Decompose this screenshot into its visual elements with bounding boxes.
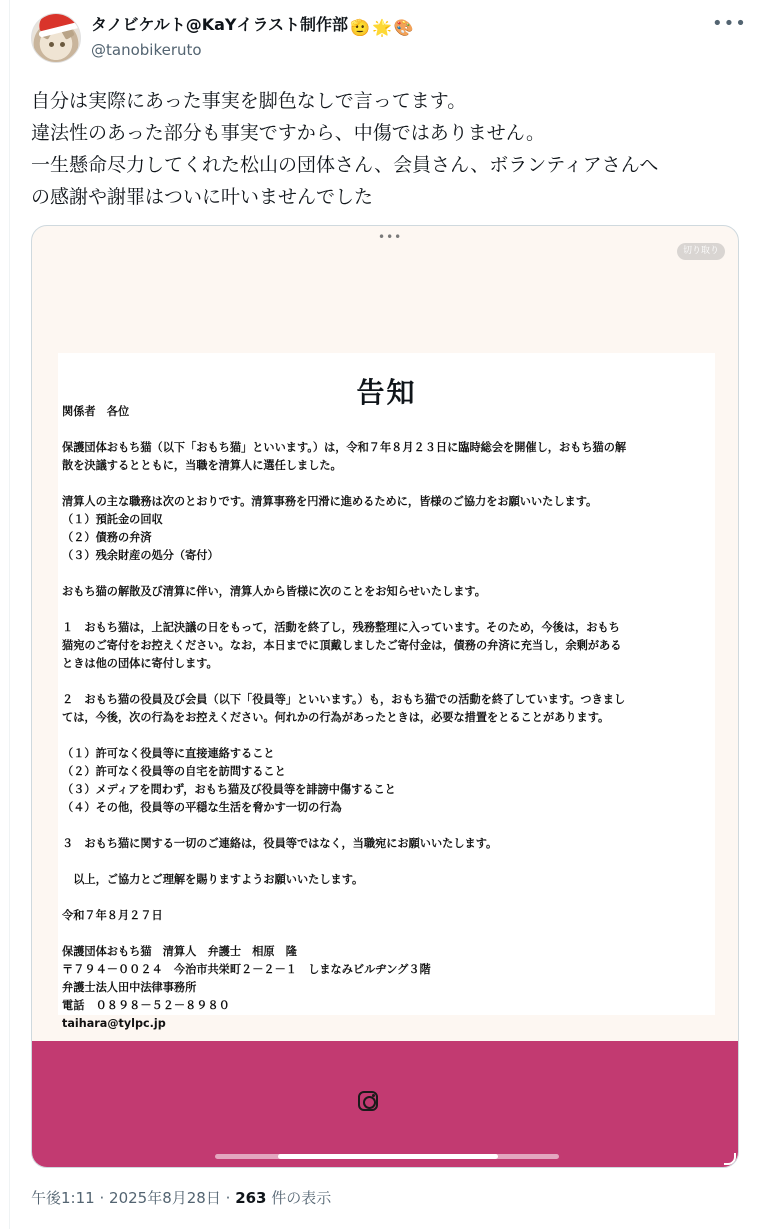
notice-line: 保護団体おもち猫（以下「おもち猫」といいます。）は，令和７年８月２３日に臨時総会を開催し，おもち猫の解 [62,441,627,454]
notice-line: 散を決議するとともに，当職を清算人に選任しました。 [62,459,342,472]
avatar[interactable] [31,13,81,63]
scrollbar-thumb[interactable] [278,1154,498,1159]
notice-line: 清算人の主な職務は次のとおりです。清算事務を円滑に進めるために，皆様のご協力をお願いいたします。 [62,495,598,508]
notice-line: 以上，ご協力とご理解を賜りますようお願いいたします。 [62,873,364,886]
notice-document [58,353,715,1030]
notice-line: ときは他の団体に寄付します。 [62,657,218,670]
notice-blank-line [62,889,714,907]
meta-separator: · [99,1189,105,1207]
notice-line: （２）債務の弁済 [62,531,152,544]
notice-line: １ おもち猫は，上記決議の日をもって，活動を終了し，残務整理に入っています。そのため，今後は，おもち [62,621,620,634]
notice-line: おもち猫の解散及び清算に伴い，清算人から皆様に次のことをお知らせいたします。 [62,585,486,598]
notice-line: （３）メディアを問わず，おもち猫及び役員等を誹謗中傷すること [62,783,396,796]
saluting-face-icon: 🫡 [350,18,370,37]
notice-line: （３）残余財産の処分（寄付） [62,549,219,562]
notice-blank-line [62,817,714,835]
notice-blank-line [62,673,714,691]
meta-separator: · [225,1189,231,1207]
cat-eye-right [60,42,65,47]
notice-line: 〒７９４－００２４ 今治市共栄町２－２－１ しまなみビルヂング３階 [62,963,431,976]
post-line: 一生懸命尽力してくれた松山の団体さん、会員さん、ボランティアさんへ [31,154,659,176]
post-text [31,85,741,213]
post-line: の感謝や謝罪はついに叶いませんでした [31,186,374,208]
notice-line: taihara@tylpc.jp [62,1017,166,1030]
notice-line: 弁護士法人田中法律事務所 [62,981,197,994]
media-grabber-icon: ••• [378,230,403,244]
notice-line: （２）許可なく役員等の自宅を訪問すること [62,765,286,778]
notice-line: 電話 ０８９８－５２－８９８０ [62,999,230,1012]
media-footer-band [32,1041,739,1168]
post-line: 自分は実際にあった事実を脚色なしで言ってます。 [31,90,467,112]
notice-blank-line [62,475,714,493]
post-date[interactable]: 2025年8月28日 [109,1189,221,1207]
notice-line: ては，今後，次の行為をお控えください。何れかの行為があったときは，必要な措置をとることがあります。 [62,711,610,724]
notice-line: 猫宛のご寄付をお控えください。なお，本日までに頂戴しましたご寄付金は，債務の弁済に充当し，余剰がある [62,639,622,652]
star-icon: 🌟 [371,18,392,37]
post-meta [31,1188,331,1208]
notice-title: 告知 [356,376,417,409]
post-line: 違法性のあった部分も事実ですから、中傷ではありません。 [31,122,545,144]
crop-badge: 切り取り [677,243,725,260]
author-handle[interactable]: @tanobikeruto [91,41,202,59]
resize-corner-icon [724,1153,736,1165]
column-divider [9,0,10,1229]
notice-blank-line [62,601,714,619]
post-time[interactable]: 午後1:11 [31,1189,95,1207]
media-attachment[interactable] [31,225,739,1168]
author-name-text: タノビケルト@KaYイラスト制作部 [91,15,349,34]
notice-line: ３ おもち猫に関する一切のご連絡は，役員等ではなく，当職宛にお願いいたします。 [62,837,498,850]
notice-line: 令和７年８月２７日 [62,909,163,922]
notice-body [62,403,714,1033]
notice-line: （１）預託金の回収 [62,513,163,526]
notice-blank-line [62,727,714,745]
notice-blank-line [62,421,714,439]
notice-line: 関係者 各位 [62,405,130,418]
notice-line: （１）許可なく役員等に直接連絡すること [62,747,275,760]
notice-blank-line [62,925,714,943]
view-count: 263 [235,1189,267,1207]
author-display-name[interactable] [91,14,414,39]
notice-blank-line [62,565,714,583]
notice-blank-line [62,853,714,871]
notice-line: ２ おもち猫の役員及び会員（以下「役員等」といいます。）も，おもち猫での活動を終了しています。つきまし [62,693,626,706]
notice-line: 保護団体おもち猫 清算人 弁護士 相原 隆 [62,945,297,958]
horizontal-scrollbar[interactable] [215,1154,559,1159]
more-options-icon[interactable]: ••• [712,13,747,34]
palette-icon: 🎨 [393,18,414,37]
notice-line: （４）その他，役員等の平穏な生活を脅かす一切の行為 [62,801,342,814]
instagram-icon[interactable] [358,1091,378,1111]
view-count-label: 件の表示 [271,1189,332,1207]
cat-eye-left [49,42,54,47]
